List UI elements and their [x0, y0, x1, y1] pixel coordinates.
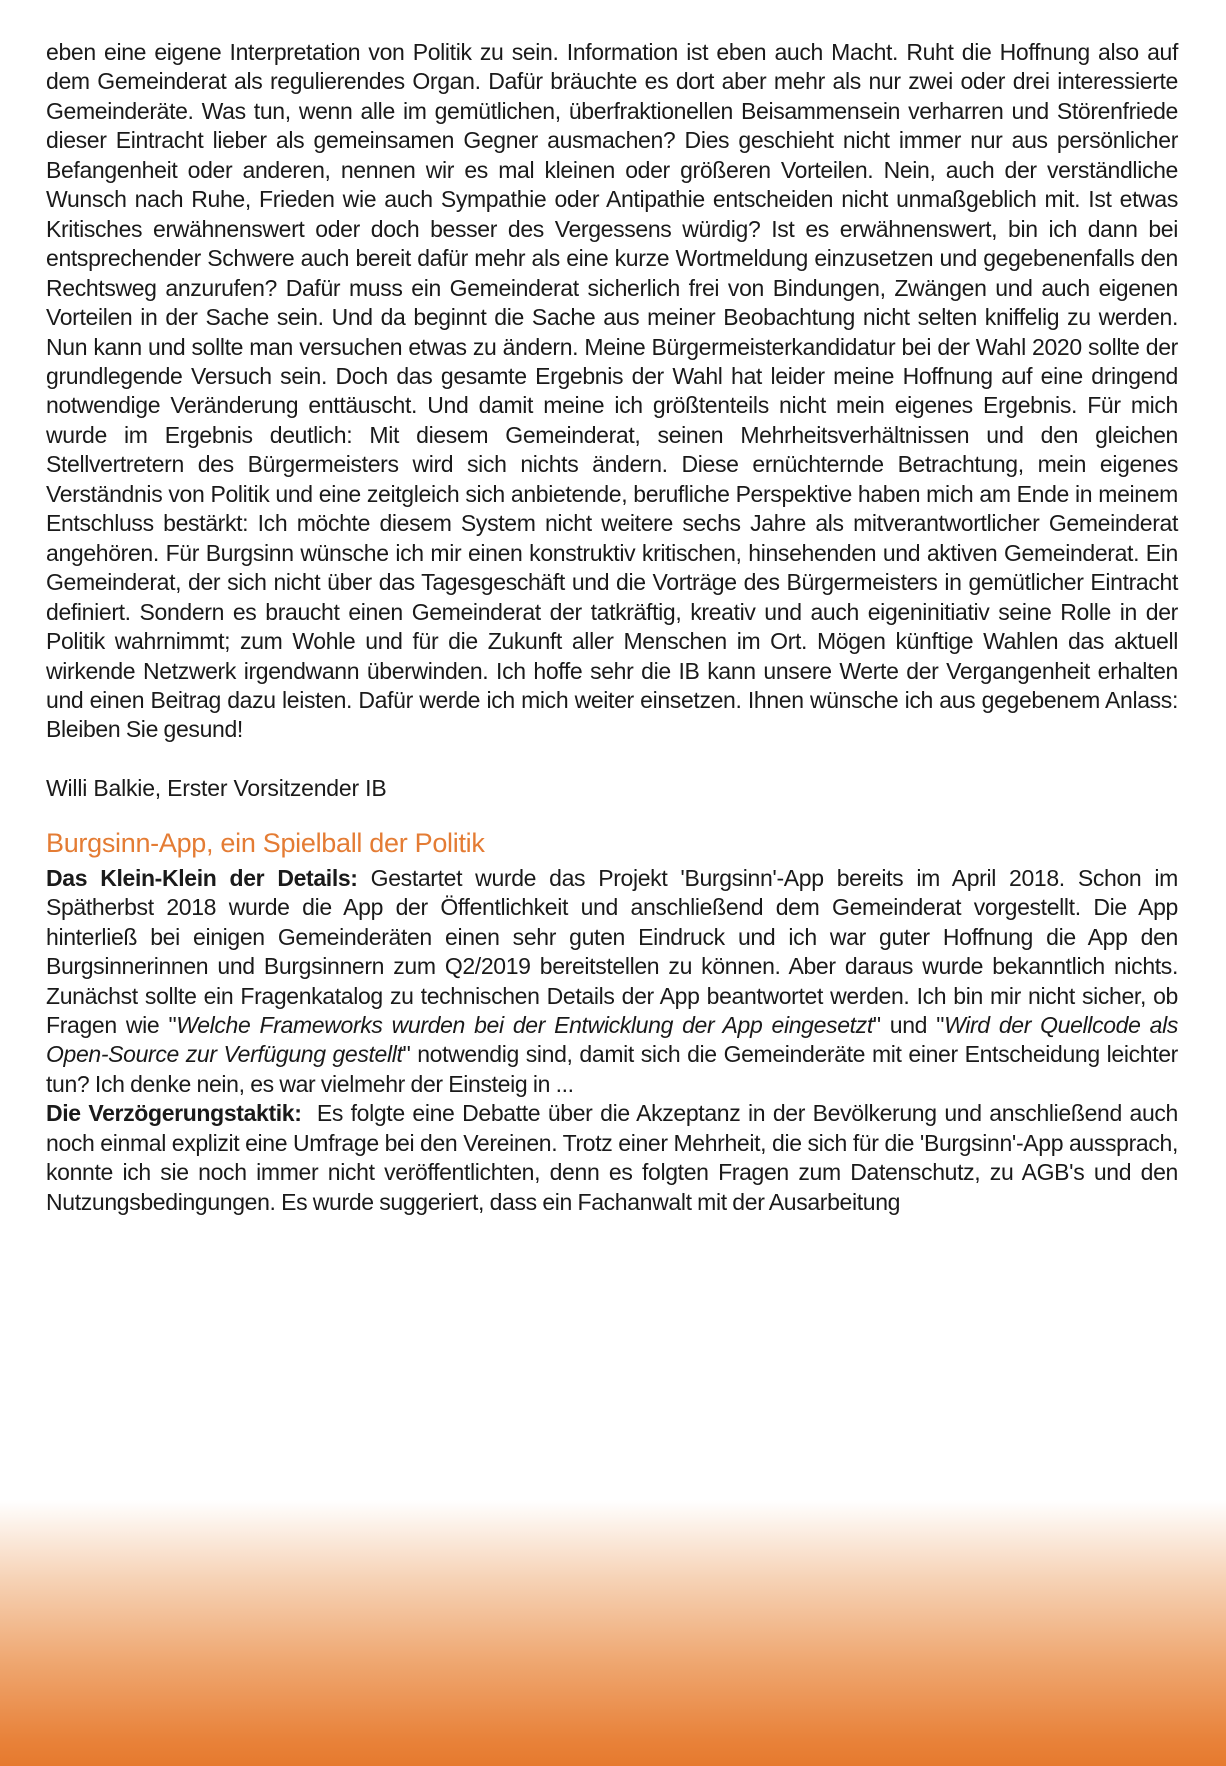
quote-mark: " [402, 1041, 411, 1068]
paragraph-text: und [880, 1012, 937, 1039]
section-paragraph-delay [46, 1099, 1184, 1217]
quote-mark: " [168, 1012, 177, 1039]
section-heading: Burgsinn-App, ein Spielball der Politik [46, 827, 485, 858]
paragraph-text: Es folgte eine Debatte über die Akzeptanz in der Bevölkerung und anschließend auch noch einmal explizit eine Umfrage bei den Vereinen. Trotz einer Mehrheit, die sich für die 'Burgsinn'-App aussprach, konnte ich sie noch immer nicht veröffentlichten, denn es folgten Fragen zum Datenschutz, zu AGB's und den Nutzungsbedingungen. Es wurde suggeriert, dass ein Fachanwalt mit der Ausarbeitung [46, 1100, 1184, 1215]
paragraph-text: notwendig sind, damit sich die Gemeinderäte mit einer Entscheidung leichter tun? Ich denke nein, es war vielmehr der Einsteig in ... [46, 1041, 1178, 1097]
italic-quote-open-source: Wird der Quellcode als Open-Source zur Verfügung gestellt [46, 1012, 1178, 1068]
section-paragraph-details [46, 864, 1178, 1100]
paragraph-lead-details: Das Klein-Klein der Details: [46, 864, 358, 891]
paragraph-lead-delay: Die Verzögerungstaktik: [46, 1100, 302, 1127]
author-signature: Willi Balkie, Erster Vorsitzender IB [46, 775, 387, 802]
quote-mark: " [872, 1012, 881, 1039]
document-page [46, 38, 1184, 1217]
quote-mark: " [936, 1012, 945, 1039]
paragraph-text: Gestartet wurde das Projekt 'Burgsinn'-App bereits im April 2018. Schon im Spätherbst 2018 wurde die App der Öffentlichkeit und anschließend dem Gemeinderat vorgestellt. Die App hinterließ bei einigen Gemeinderäten einen sehr guten Eindruck und ich war guter Hoffnung die App den Burgsinnerinnen und Burgsinnern zum Q2/2019 bereitstellen zu können. Aber daraus wurde bekanntlich nichts. Zunächst sollte ein Fragenkatalog zu technischen Details der App beantwortet werden. Ich bin mir nicht sicher, ob Fragen wie [46, 864, 1178, 1039]
intro-paragraph: eben eine eigene Interpretation von Politik zu sein. Information ist eben auch Macht. Ruht die Hoffnung also auf dem Gemeinderat als regulierendes Organ. Dafür bräuchte es dort aber mehr als nur zwei oder drei interessierte Gemeinderäte. Was tun, wenn alle im gemütlichen, überfraktionellen Beisammensein verharren und Störenfriede dieser Eintracht lieber als gemeinsamen Gegner ausmachen? Dies geschieht nicht immer nur aus persönlicher Befangenheit oder anderen, nennen wir es mal kleinen oder größeren Vorteilen. Nein, auch der verständliche Wunsch nach Ruhe, Frieden wie auch Sympathie oder Antipathie entscheiden nicht unmaßgeblich mit. Ist etwas Kritisches erwähnenswert oder doch besser des Vergessens würdig? Ist es erwähnenswert, bin ich dann bei entsprechender Schwere auch bereit dafür mehr als eine kurze Wortmeldung einzusetzen und gegebenenfalls den Rechtsweg anzurufen? Dafür muss ein Gemeinderat sicherlich frei von Bindungen, Zwängen und auch eigenen Vorteilen in der Sache sein. Und da beginnt die Sache aus meiner Beobachtung nicht selten kniffelig zu werden. Nun kann und sollte man versuchen etwas zu ändern. Meine Bürgermeisterkandidatur bei der Wahl 2020 sollte der grundlegende Versuch sein. Doch das gesamte Ergebnis der Wahl hat leider meine Hoffnung auf eine dringend notwendige Veränderung enttäuscht. Und damit meine ich größtenteils nicht mein eigenes Ergebnis. Für mich wurde im Ergebnis deutlich: Mit diesem Gemeinderat, seinen Mehrheitsverhältnissen und den gleichen Stellvertretern des Bürgermeisters wird sich nichts ändern. Diese ernüchternde Betrachtung, mein eigenes Verständnis von Politik und eine zeitgleich sich anbietende, berufliche Perspektive haben mich am Ende in meinem Entschluss bestärkt: Ich möchte diesem System nicht weitere sechs Jahre als mitverantwortlicher Gemeinderat angehören. Für Burgsinn wünsche ich mir einen konstruktiv kritischen, hinsehenden und aktiven Gemeinderat. Ein Gemeinderat, der sich nicht über das Tagesgeschäft und die Vorträge des Bürgermeisters in gemütlicher Eintracht definiert. Sondern es braucht einen Gemeinderat der tatkräftig, kreativ und auch eigeninitiativ seine Rolle in der Politik wahrnimmt; zum Wohle und für die Zukunft aller Menschen im Ort. Mögen künftige Wahlen das aktuell wirkende Netzwerk irgendwann überwinden. Ich hoffe sehr die IB kann unsere Werte der Vergangenheit erhalten und einen Beitrag dazu leisten. Dafür werde ich mich weiter einsetzen. Ihnen wünsche ich aus gegebenem Anlass: Bleiben Sie gesund! [46, 39, 1178, 743]
blank-line [46, 745, 1178, 774]
italic-quote-frameworks: Welche Frameworks wurden bei der Entwicklung der App eingesetzt [176, 1012, 873, 1039]
